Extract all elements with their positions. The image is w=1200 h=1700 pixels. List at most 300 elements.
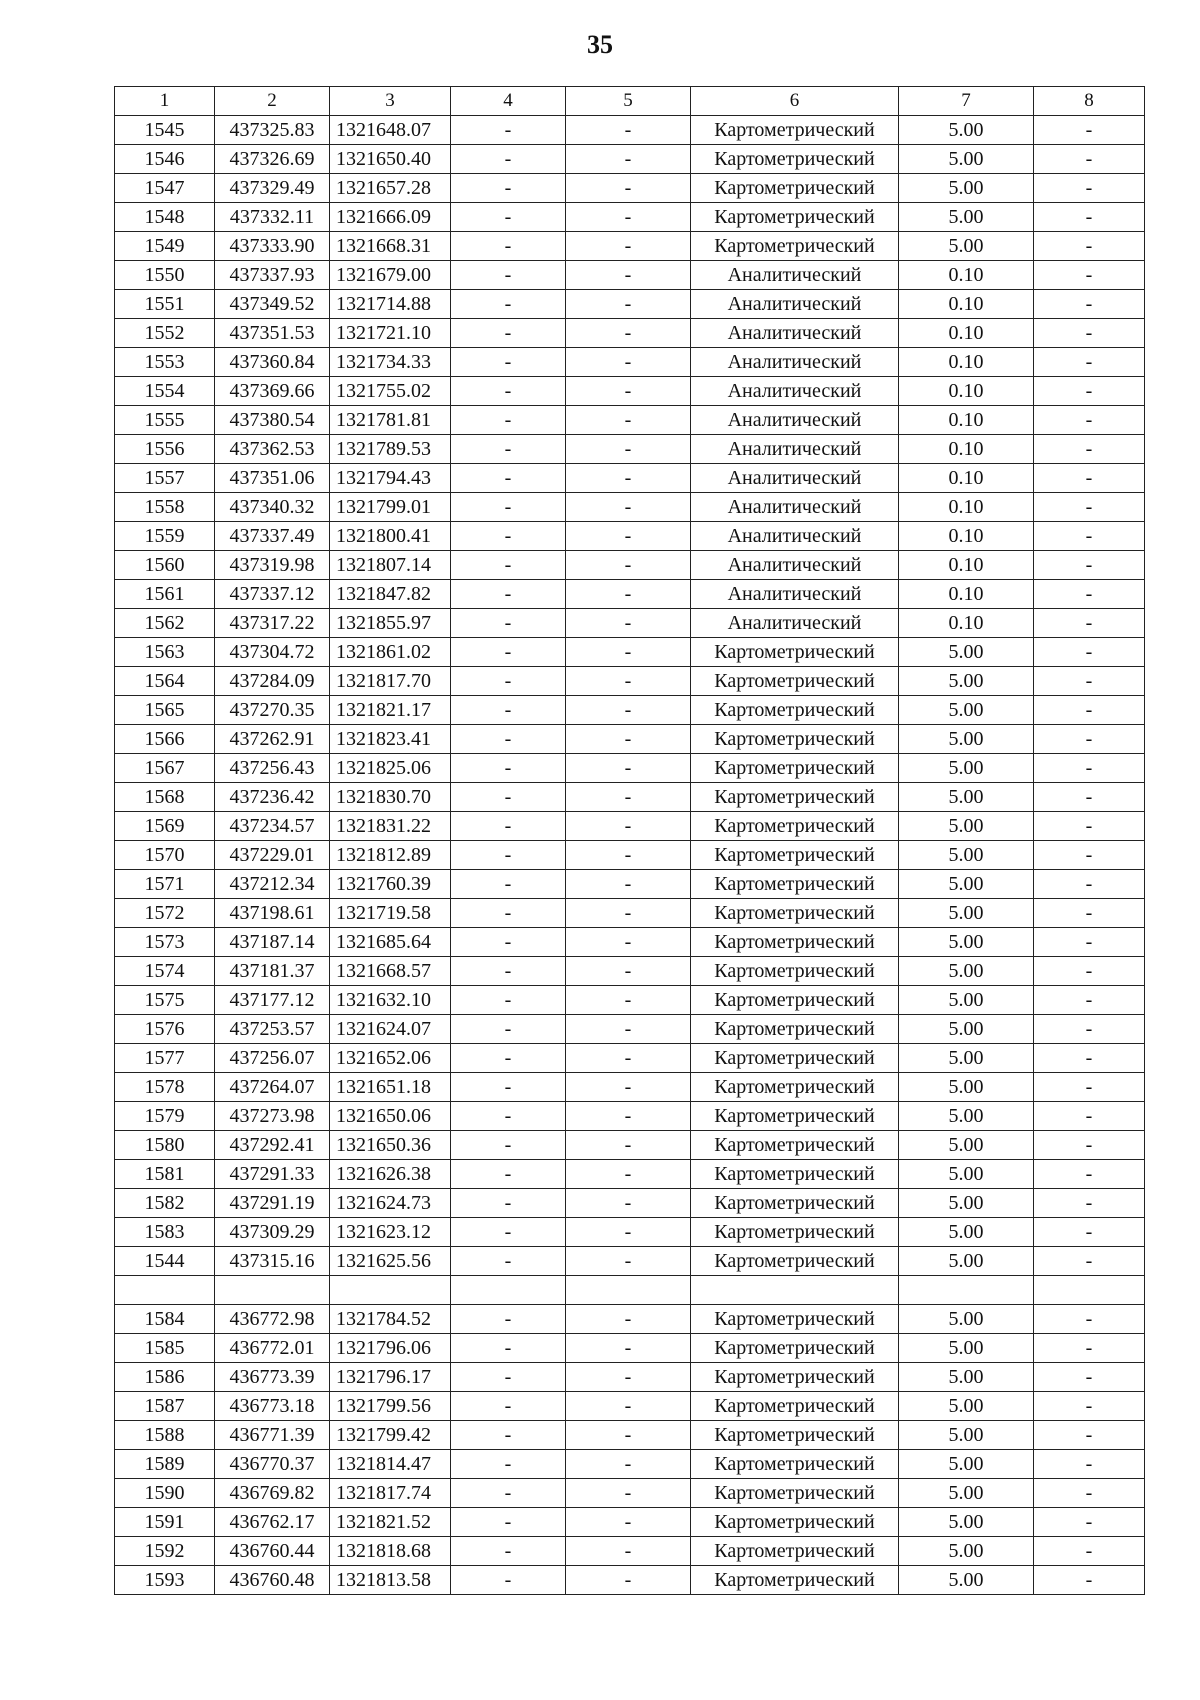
- x-coordinate-cell: 437351.53: [215, 319, 330, 348]
- table-row: [115, 232, 1145, 261]
- column-5-cell: -: [566, 841, 691, 870]
- table-row: [115, 1247, 1145, 1276]
- column-8-cell: -: [1034, 406, 1145, 435]
- x-coordinate-cell: [215, 1276, 330, 1305]
- table-row: [115, 290, 1145, 319]
- column-8-cell: -: [1034, 667, 1145, 696]
- point-number-cell: 1569: [115, 812, 215, 841]
- column-5-cell: -: [566, 812, 691, 841]
- column-5-cell: -: [566, 638, 691, 667]
- column-8-cell: -: [1034, 1305, 1145, 1334]
- column-4-cell: -: [451, 174, 566, 203]
- accuracy-cell: 5.00: [899, 783, 1034, 812]
- column-4-cell: -: [451, 232, 566, 261]
- method-cell: Картометрический: [691, 957, 899, 986]
- method-cell: Картометрический: [691, 1073, 899, 1102]
- method-cell: Картометрический: [691, 1189, 899, 1218]
- column-5-cell: -: [566, 232, 691, 261]
- column-5-cell: -: [566, 696, 691, 725]
- table-row: [115, 783, 1145, 812]
- column-5-cell: -: [566, 1044, 691, 1073]
- column-4-cell: -: [451, 899, 566, 928]
- accuracy-cell: 0.10: [899, 290, 1034, 319]
- point-number-cell: 1591: [115, 1508, 215, 1537]
- method-cell: Картометрический: [691, 986, 899, 1015]
- column-8-cell: -: [1034, 348, 1145, 377]
- accuracy-cell: 5.00: [899, 812, 1034, 841]
- x-coordinate-cell: 437177.12: [215, 986, 330, 1015]
- column-4-cell: -: [451, 783, 566, 812]
- y-coordinate-cell: 1321821.17: [330, 696, 451, 725]
- accuracy-cell: [899, 1276, 1034, 1305]
- x-coordinate-cell: 437256.07: [215, 1044, 330, 1073]
- column-4-cell: -: [451, 435, 566, 464]
- point-number-cell: 1585: [115, 1334, 215, 1363]
- y-coordinate-cell: 1321625.56: [330, 1247, 451, 1276]
- column-header-8: 8: [1034, 87, 1145, 116]
- point-number-cell: 1572: [115, 899, 215, 928]
- column-5-cell: -: [566, 1450, 691, 1479]
- y-coordinate-cell: 1321855.97: [330, 609, 451, 638]
- table-row: [115, 1450, 1145, 1479]
- column-8-cell: -: [1034, 319, 1145, 348]
- method-cell: Картометрический: [691, 725, 899, 754]
- accuracy-cell: 5.00: [899, 870, 1034, 899]
- y-coordinate-cell: 1321817.74: [330, 1479, 451, 1508]
- y-coordinate-cell: 1321812.89: [330, 841, 451, 870]
- column-header-6: 6: [691, 87, 899, 116]
- column-8-cell: -: [1034, 232, 1145, 261]
- column-8-cell: -: [1034, 493, 1145, 522]
- accuracy-cell: 5.00: [899, 841, 1034, 870]
- y-coordinate-cell: 1321650.36: [330, 1131, 451, 1160]
- column-5-cell: -: [566, 377, 691, 406]
- column-5-cell: -: [566, 435, 691, 464]
- column-4-cell: -: [451, 290, 566, 319]
- accuracy-cell: 5.00: [899, 667, 1034, 696]
- column-5-cell: -: [566, 1189, 691, 1218]
- column-4-cell: -: [451, 1421, 566, 1450]
- point-number-cell: 1549: [115, 232, 215, 261]
- x-coordinate-cell: 437337.49: [215, 522, 330, 551]
- table-row: [115, 1334, 1145, 1363]
- accuracy-cell: 5.00: [899, 203, 1034, 232]
- column-4-cell: -: [451, 1131, 566, 1160]
- column-8-cell: -: [1034, 290, 1145, 319]
- column-8-cell: -: [1034, 174, 1145, 203]
- table-row: [115, 1044, 1145, 1073]
- column-5-cell: -: [566, 1160, 691, 1189]
- point-number-cell: 1574: [115, 957, 215, 986]
- accuracy-cell: 0.10: [899, 377, 1034, 406]
- accuracy-cell: 5.00: [899, 1508, 1034, 1537]
- method-cell: Картометрический: [691, 1479, 899, 1508]
- column-8-cell: -: [1034, 1479, 1145, 1508]
- column-8-cell: -: [1034, 580, 1145, 609]
- column-4-cell: -: [451, 667, 566, 696]
- column-5-cell: -: [566, 116, 691, 145]
- table-row: [115, 1421, 1145, 1450]
- point-number-cell: 1554: [115, 377, 215, 406]
- table-row: [115, 464, 1145, 493]
- table-row: [115, 1102, 1145, 1131]
- column-5-cell: -: [566, 870, 691, 899]
- column-4-cell: -: [451, 1247, 566, 1276]
- table-row: [115, 928, 1145, 957]
- method-cell: Картометрический: [691, 638, 899, 667]
- column-8-cell: -: [1034, 1044, 1145, 1073]
- y-coordinate-cell: 1321813.58: [330, 1566, 451, 1595]
- y-coordinate-cell: 1321821.52: [330, 1508, 451, 1537]
- x-coordinate-cell: 437349.52: [215, 290, 330, 319]
- point-number-cell: 1587: [115, 1392, 215, 1421]
- accuracy-cell: 5.00: [899, 1537, 1034, 1566]
- x-coordinate-cell: 437304.72: [215, 638, 330, 667]
- column-4-cell: -: [451, 464, 566, 493]
- y-coordinate-cell: 1321800.41: [330, 522, 451, 551]
- method-cell: [691, 1276, 899, 1305]
- accuracy-cell: 5.00: [899, 116, 1034, 145]
- accuracy-cell: 5.00: [899, 696, 1034, 725]
- column-8-cell: -: [1034, 812, 1145, 841]
- y-coordinate-cell: 1321650.06: [330, 1102, 451, 1131]
- column-5-cell: -: [566, 348, 691, 377]
- header-row: [115, 87, 1145, 116]
- column-5-cell: -: [566, 754, 691, 783]
- column-8-cell: [1034, 1276, 1145, 1305]
- accuracy-cell: 5.00: [899, 1247, 1034, 1276]
- table-row: [115, 116, 1145, 145]
- x-coordinate-cell: 437273.98: [215, 1102, 330, 1131]
- y-coordinate-cell: 1321794.43: [330, 464, 451, 493]
- column-4-cell: -: [451, 1508, 566, 1537]
- column-4-cell: -: [451, 319, 566, 348]
- column-4-cell: -: [451, 261, 566, 290]
- point-number-cell: 1588: [115, 1421, 215, 1450]
- method-cell: Картометрический: [691, 174, 899, 203]
- x-coordinate-cell: 437181.37: [215, 957, 330, 986]
- column-5-cell: -: [566, 725, 691, 754]
- point-number-cell: 1546: [115, 145, 215, 174]
- table-row: [115, 493, 1145, 522]
- table-row: [115, 1015, 1145, 1044]
- y-coordinate-cell: 1321719.58: [330, 899, 451, 928]
- method-cell: Картометрический: [691, 899, 899, 928]
- method-cell: Аналитический: [691, 261, 899, 290]
- y-coordinate-cell: 1321685.64: [330, 928, 451, 957]
- x-coordinate-cell: 437380.54: [215, 406, 330, 435]
- point-number-cell: 1578: [115, 1073, 215, 1102]
- y-coordinate-cell: 1321781.81: [330, 406, 451, 435]
- column-8-cell: -: [1034, 1247, 1145, 1276]
- column-header-1: 1: [115, 87, 215, 116]
- column-4-cell: -: [451, 406, 566, 435]
- accuracy-cell: 5.00: [899, 1102, 1034, 1131]
- point-number-cell: 1570: [115, 841, 215, 870]
- point-number-cell: 1579: [115, 1102, 215, 1131]
- accuracy-cell: 5.00: [899, 1450, 1034, 1479]
- point-number-cell: 1567: [115, 754, 215, 783]
- y-coordinate-cell: 1321799.42: [330, 1421, 451, 1450]
- column-4-cell: -: [451, 116, 566, 145]
- column-8-cell: -: [1034, 1537, 1145, 1566]
- accuracy-cell: 0.10: [899, 406, 1034, 435]
- column-8-cell: -: [1034, 464, 1145, 493]
- column-8-cell: -: [1034, 928, 1145, 957]
- table-row: [115, 1566, 1145, 1595]
- column-8-cell: -: [1034, 725, 1145, 754]
- y-coordinate-cell: 1321632.10: [330, 986, 451, 1015]
- table-body: [115, 116, 1145, 1595]
- x-coordinate-cell: 437270.35: [215, 696, 330, 725]
- x-coordinate-cell: 436770.37: [215, 1450, 330, 1479]
- point-number-cell: 1550: [115, 261, 215, 290]
- point-number-cell: 1563: [115, 638, 215, 667]
- column-5-cell: -: [566, 1479, 691, 1508]
- point-number-cell: 1592: [115, 1537, 215, 1566]
- x-coordinate-cell: 437340.32: [215, 493, 330, 522]
- x-coordinate-cell: 436762.17: [215, 1508, 330, 1537]
- column-4-cell: -: [451, 522, 566, 551]
- x-coordinate-cell: 437236.42: [215, 783, 330, 812]
- table-row: [115, 754, 1145, 783]
- column-8-cell: -: [1034, 1392, 1145, 1421]
- x-coordinate-cell: 437319.98: [215, 551, 330, 580]
- method-cell: Картометрический: [691, 696, 899, 725]
- point-number-cell: 1573: [115, 928, 215, 957]
- point-number-cell: 1589: [115, 1450, 215, 1479]
- column-4-cell: -: [451, 812, 566, 841]
- column-5-cell: -: [566, 203, 691, 232]
- column-8-cell: -: [1034, 957, 1145, 986]
- method-cell: Картометрический: [691, 841, 899, 870]
- column-4-cell: -: [451, 638, 566, 667]
- accuracy-cell: 5.00: [899, 725, 1034, 754]
- column-5-cell: -: [566, 551, 691, 580]
- table-row: [115, 1363, 1145, 1392]
- column-4-cell: -: [451, 1044, 566, 1073]
- accuracy-cell: 0.10: [899, 464, 1034, 493]
- column-5-cell: [566, 1276, 691, 1305]
- table-row: [115, 1537, 1145, 1566]
- accuracy-cell: 5.00: [899, 1189, 1034, 1218]
- table-row: [115, 725, 1145, 754]
- table-row: [115, 348, 1145, 377]
- point-number-cell: 1548: [115, 203, 215, 232]
- point-number-cell: 1575: [115, 986, 215, 1015]
- column-4-cell: -: [451, 841, 566, 870]
- y-coordinate-cell: 1321668.57: [330, 957, 451, 986]
- table-row: [115, 145, 1145, 174]
- table-row: [115, 667, 1145, 696]
- column-8-cell: -: [1034, 1015, 1145, 1044]
- accuracy-cell: 0.10: [899, 551, 1034, 580]
- method-cell: Картометрический: [691, 203, 899, 232]
- column-4-cell: -: [451, 696, 566, 725]
- column-8-cell: -: [1034, 1189, 1145, 1218]
- y-coordinate-cell: 1321847.82: [330, 580, 451, 609]
- column-4-cell: -: [451, 1450, 566, 1479]
- column-header-7: 7: [899, 87, 1034, 116]
- accuracy-cell: 5.00: [899, 1363, 1034, 1392]
- column-4-cell: -: [451, 145, 566, 174]
- table-row: [115, 696, 1145, 725]
- table-row: [115, 638, 1145, 667]
- column-8-cell: -: [1034, 551, 1145, 580]
- point-number-cell: 1590: [115, 1479, 215, 1508]
- accuracy-cell: 0.10: [899, 580, 1034, 609]
- y-coordinate-cell: 1321799.01: [330, 493, 451, 522]
- accuracy-cell: 5.00: [899, 1073, 1034, 1102]
- point-number-cell: 1561: [115, 580, 215, 609]
- column-5-cell: -: [566, 667, 691, 696]
- table-row: [115, 609, 1145, 638]
- column-8-cell: -: [1034, 435, 1145, 464]
- y-coordinate-cell: 1321799.56: [330, 1392, 451, 1421]
- table-row: [115, 1218, 1145, 1247]
- column-4-cell: -: [451, 1566, 566, 1595]
- column-5-cell: -: [566, 1334, 691, 1363]
- column-header-2: 2: [215, 87, 330, 116]
- column-5-cell: -: [566, 1508, 691, 1537]
- x-coordinate-cell: 437369.66: [215, 377, 330, 406]
- column-8-cell: -: [1034, 783, 1145, 812]
- column-4-cell: -: [451, 1392, 566, 1421]
- column-8-cell: -: [1034, 1160, 1145, 1189]
- table-row: [115, 174, 1145, 203]
- y-coordinate-cell: 1321714.88: [330, 290, 451, 319]
- method-cell: Аналитический: [691, 551, 899, 580]
- table-row: [115, 1189, 1145, 1218]
- accuracy-cell: 5.00: [899, 174, 1034, 203]
- x-coordinate-cell: 437291.19: [215, 1189, 330, 1218]
- y-coordinate-cell: 1321648.07: [330, 116, 451, 145]
- method-cell: Аналитический: [691, 493, 899, 522]
- y-coordinate-cell: 1321760.39: [330, 870, 451, 899]
- table-row: [115, 580, 1145, 609]
- method-cell: Картометрический: [691, 1044, 899, 1073]
- x-coordinate-cell: 436773.39: [215, 1363, 330, 1392]
- accuracy-cell: 0.10: [899, 435, 1034, 464]
- x-coordinate-cell: 437187.14: [215, 928, 330, 957]
- column-4-cell: -: [451, 1102, 566, 1131]
- table-row: [115, 551, 1145, 580]
- table-row: [115, 1305, 1145, 1334]
- method-cell: Картометрический: [691, 145, 899, 174]
- column-5-cell: -: [566, 928, 691, 957]
- table-row: [115, 899, 1145, 928]
- point-number-cell: 1557: [115, 464, 215, 493]
- x-coordinate-cell: 437212.34: [215, 870, 330, 899]
- column-8-cell: -: [1034, 1131, 1145, 1160]
- column-8-cell: -: [1034, 841, 1145, 870]
- y-coordinate-cell: [330, 1276, 451, 1305]
- y-coordinate-cell: 1321817.70: [330, 667, 451, 696]
- column-5-cell: -: [566, 1363, 691, 1392]
- point-number-cell: 1586: [115, 1363, 215, 1392]
- x-coordinate-cell: 437337.12: [215, 580, 330, 609]
- accuracy-cell: 5.00: [899, 232, 1034, 261]
- point-number-cell: 1580: [115, 1131, 215, 1160]
- table-row: [115, 435, 1145, 464]
- column-4-cell: -: [451, 1073, 566, 1102]
- y-coordinate-cell: 1321830.70: [330, 783, 451, 812]
- accuracy-cell: 5.00: [899, 928, 1034, 957]
- y-coordinate-cell: 1321734.33: [330, 348, 451, 377]
- x-coordinate-cell: 437256.43: [215, 754, 330, 783]
- method-cell: Картометрический: [691, 1334, 899, 1363]
- accuracy-cell: 5.00: [899, 638, 1034, 667]
- table-row: [115, 522, 1145, 551]
- y-coordinate-cell: 1321825.06: [330, 754, 451, 783]
- column-5-cell: -: [566, 1392, 691, 1421]
- y-coordinate-cell: 1321721.10: [330, 319, 451, 348]
- y-coordinate-cell: 1321650.40: [330, 145, 451, 174]
- column-8-cell: -: [1034, 986, 1145, 1015]
- column-5-cell: -: [566, 1102, 691, 1131]
- accuracy-cell: 5.00: [899, 1421, 1034, 1450]
- table-row: [115, 870, 1145, 899]
- column-8-cell: -: [1034, 377, 1145, 406]
- accuracy-cell: 5.00: [899, 1218, 1034, 1247]
- point-number-cell: 1564: [115, 667, 215, 696]
- y-coordinate-cell: 1321679.00: [330, 261, 451, 290]
- method-cell: Картометрический: [691, 1450, 899, 1479]
- accuracy-cell: 5.00: [899, 1334, 1034, 1363]
- method-cell: Аналитический: [691, 522, 899, 551]
- method-cell: Аналитический: [691, 580, 899, 609]
- column-4-cell: -: [451, 203, 566, 232]
- accuracy-cell: 0.10: [899, 522, 1034, 551]
- column-5-cell: -: [566, 1218, 691, 1247]
- x-coordinate-cell: 437309.29: [215, 1218, 330, 1247]
- table-row: [115, 203, 1145, 232]
- point-number-cell: 1565: [115, 696, 215, 725]
- point-number-cell: 1577: [115, 1044, 215, 1073]
- column-4-cell: -: [451, 1479, 566, 1508]
- method-cell: Аналитический: [691, 377, 899, 406]
- column-8-cell: -: [1034, 1566, 1145, 1595]
- column-4-cell: -: [451, 1189, 566, 1218]
- accuracy-cell: 5.00: [899, 1131, 1034, 1160]
- column-4-cell: -: [451, 493, 566, 522]
- method-cell: Картометрический: [691, 232, 899, 261]
- column-8-cell: -: [1034, 116, 1145, 145]
- point-number-cell: 1553: [115, 348, 215, 377]
- column-4-cell: -: [451, 609, 566, 638]
- accuracy-cell: 0.10: [899, 493, 1034, 522]
- column-header-4: 4: [451, 87, 566, 116]
- column-4-cell: -: [451, 957, 566, 986]
- table-row: [115, 1392, 1145, 1421]
- column-5-cell: -: [566, 319, 691, 348]
- y-coordinate-cell: 1321807.14: [330, 551, 451, 580]
- x-coordinate-cell: 437362.53: [215, 435, 330, 464]
- accuracy-cell: 0.10: [899, 609, 1034, 638]
- y-coordinate-cell: 1321624.07: [330, 1015, 451, 1044]
- point-number-cell: 1562: [115, 609, 215, 638]
- x-coordinate-cell: 436771.39: [215, 1421, 330, 1450]
- method-cell: Картометрический: [691, 116, 899, 145]
- method-cell: Аналитический: [691, 319, 899, 348]
- table-row: [115, 261, 1145, 290]
- method-cell: Картометрический: [691, 870, 899, 899]
- point-number-cell: 1584: [115, 1305, 215, 1334]
- table-row: [115, 957, 1145, 986]
- column-8-cell: -: [1034, 145, 1145, 174]
- column-4-cell: [451, 1276, 566, 1305]
- point-number-cell: [115, 1276, 215, 1305]
